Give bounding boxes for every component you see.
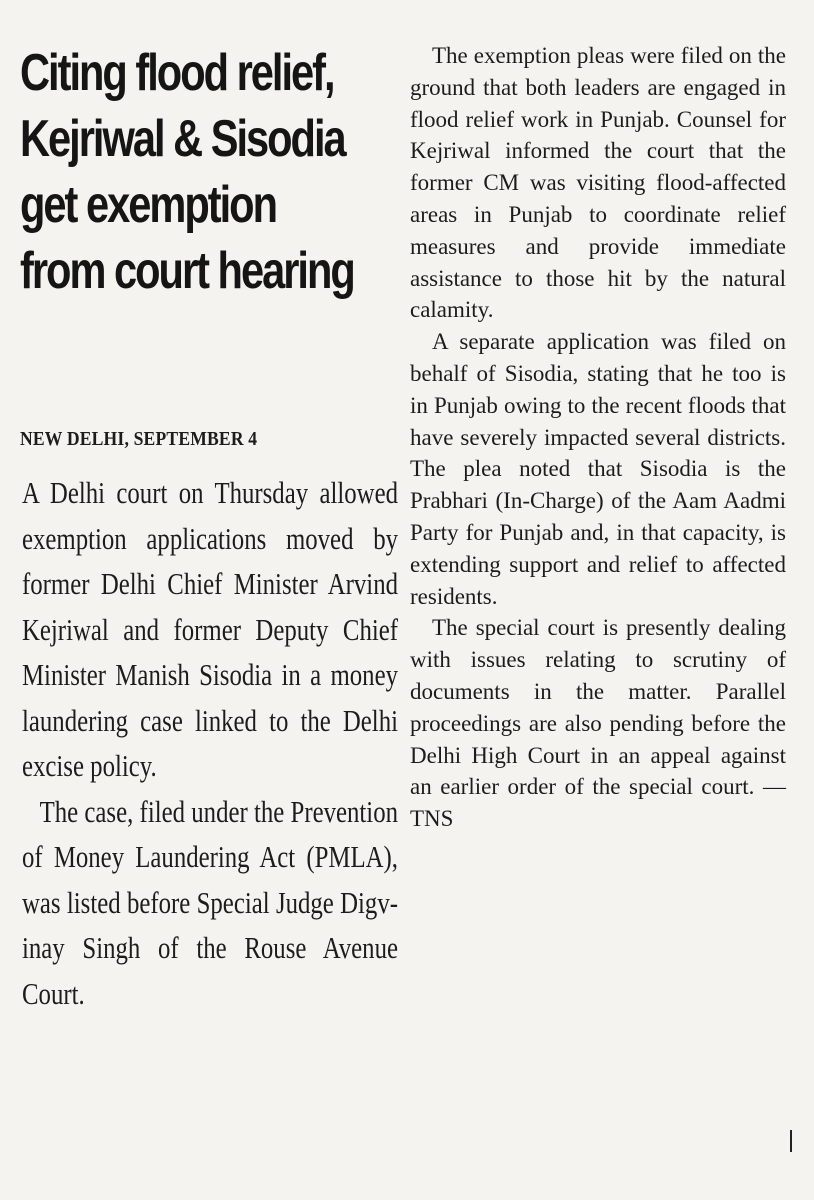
- right-paragraph-3: The special court is presently dealing with issues relating to scrutiny of documents in the matter. Parallel proceedings are also pending before the Delhi High Court in an appeal against an earlier order of the special court. — TNS: [410, 615, 786, 832]
- headline-line-1: Citing flood relief,: [20, 44, 334, 102]
- dateline: NEW DELHI, SEPTEMBER 4: [20, 428, 258, 450]
- left-body: [22, 470, 398, 1016]
- left-column: [20, 40, 398, 304]
- right-paragraph-1: The exemption pleas were filed on the ground that both leaders are engaged in flood relief work in Punjab. Counsel for Kejriwal informed the court that the former CM was visiting flood-affected areas in Punjab to coordinate relief measures and provide immediate assistance to those hit by the natural calamity.: [410, 43, 786, 323]
- right-column: [410, 40, 786, 835]
- headline-line-2: Kejriwal & Sisodia: [20, 110, 345, 168]
- headline-line-3: get exemption: [20, 176, 276, 234]
- headline: [20, 40, 396, 304]
- headline-line-4: from court hearing: [20, 242, 354, 300]
- left-paragraph-2: The case, filed under the Prevention of Money Laundering Act (PMLA), was listed before Special Judge Digvinay Singh of the Rouse Avenue Court.: [22, 793, 398, 1011]
- column-rule-mark: [790, 1130, 792, 1152]
- right-paragraph-2: A separate application was filed on behalf of Sisodia, stating that he too is in Punjab owing to the recent floods that have severely impacted several districts. The plea noted that Sisodia is the Prabhari (In-Charge) of the Aam Aadmi Party for Punjab and, in that capacity, is extending support and relief to affected residents.: [410, 329, 786, 609]
- left-paragraph-1: A Delhi court on Thursday allowed exemption applications moved by former Delhi Chief Minister Arvind Kejriwal and former Deputy Chief Minister Manish Sisodia in a money laundering case linked to the Delhi excise policy.: [22, 475, 398, 783]
